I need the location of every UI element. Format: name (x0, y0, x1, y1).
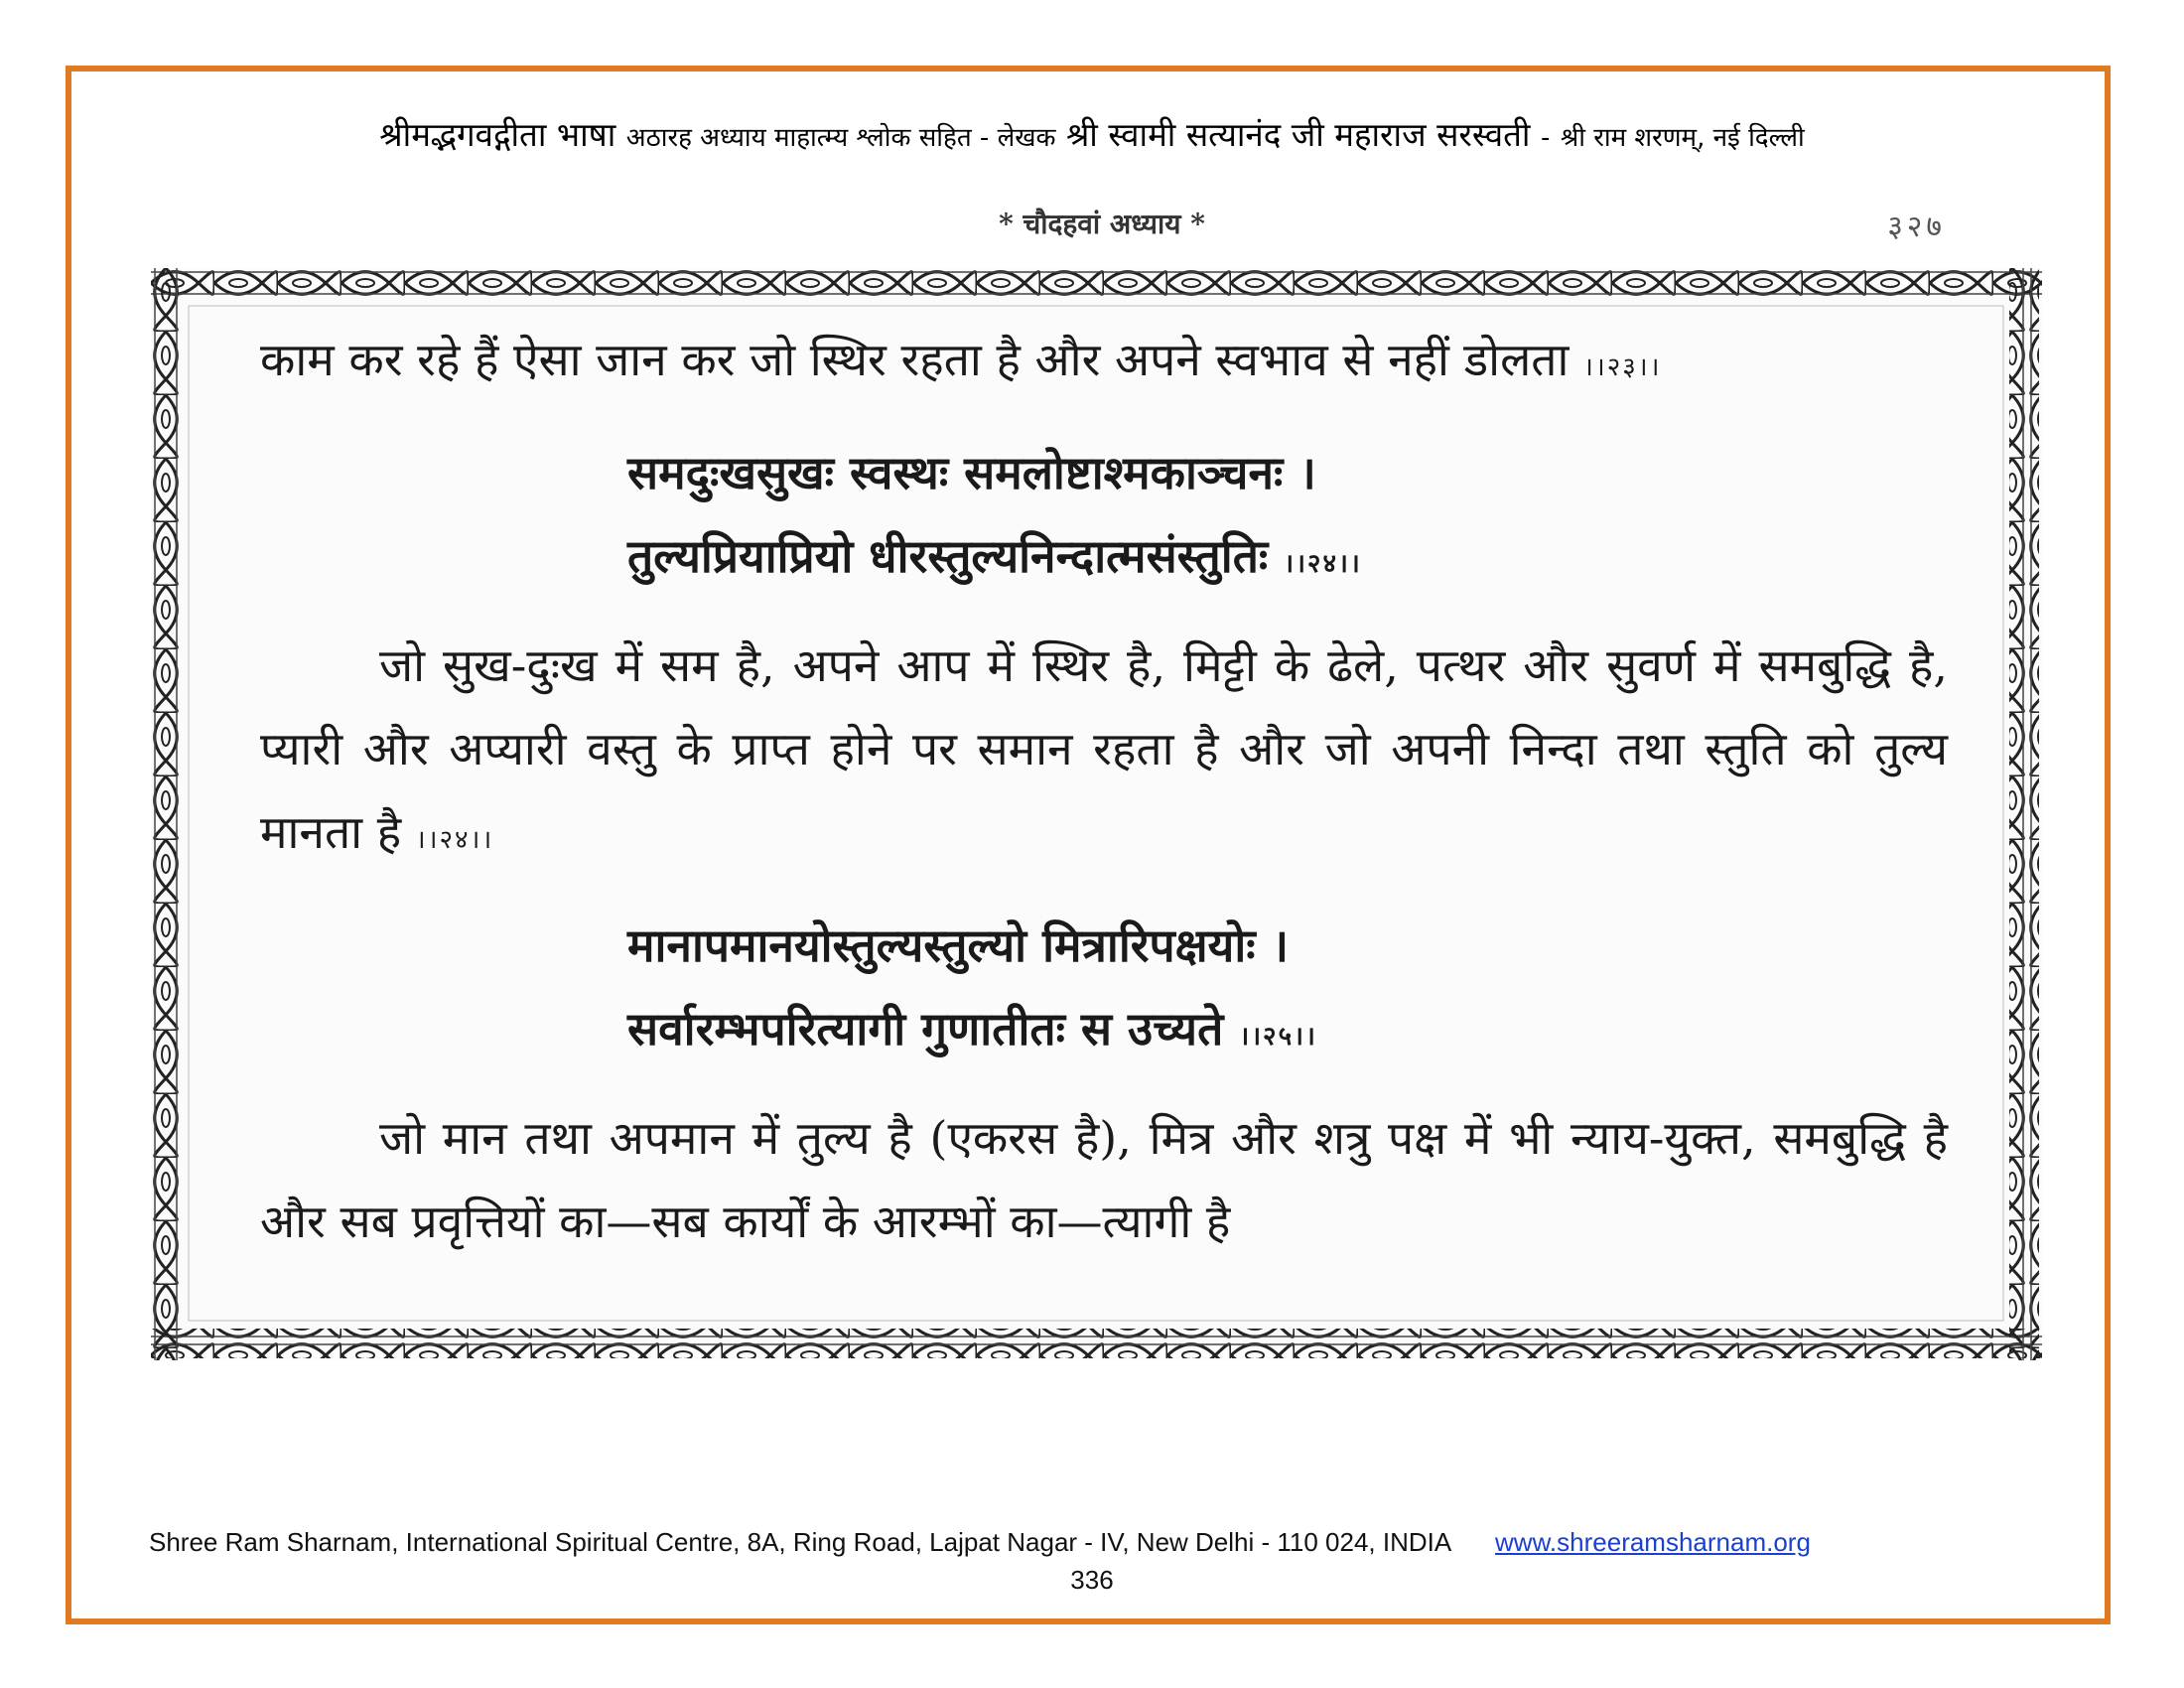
paragraph-text: काम कर रहे हैं ऐसा जान कर जो स्थिर रहता है और अपने स्वभाव से नहीं डोलता (260, 333, 1570, 386)
book-subtitle: अठारह अध्याय माहात्म्य श्लोक सहित - लेखक (625, 123, 1056, 153)
paragraph-text: जो सुख-दुःख में सम है, अपने आप में स्थिर है, मिट्टी के ढेले, पत्थर और सुवर्ण में समबुद्धि है, प्यारी और अप्यारी वस्तु के प्राप्त होने पर समान रहता है और जो अपनी निन्दा तथा स्तुति को तुल्य मानता है (260, 638, 1948, 859)
header-separator: - (1540, 123, 1551, 153)
sloka-line: तुल्यप्रियाप्रियो धीरस्तुल्यनिन्दात्मसंस्तुतिः (627, 529, 1269, 583)
verse-number: ।।२५।। (1239, 1022, 1317, 1052)
sloka-line: समदुःखसुखः स्वस्थः समलोष्टाश्मकाञ्चनः । (627, 446, 1316, 499)
scanned-text (260, 318, 1948, 1263)
chapter-heading: * चौदहवां अध्याय * (999, 208, 1205, 240)
paragraph-verse-25 (260, 1096, 1948, 1263)
scanned-page (151, 268, 2042, 1360)
book-title: श्रीमद्भगवद्गीता भाषा (379, 115, 616, 154)
verse-number: ।।२३।। (1583, 352, 1662, 382)
website-link[interactable]: www.shreeramsharnam.org (1495, 1527, 1811, 1557)
footer-page-number: 336 (1070, 1565, 1114, 1595)
sloka-25 (627, 904, 1948, 1078)
page-footer (149, 1527, 2035, 1558)
sloka-24 (627, 431, 1948, 606)
publisher-name: श्री राम शरणम्, नई दिल्ली (1560, 123, 1805, 153)
book-page-number: ३२७ (1887, 210, 1946, 244)
paragraph-verse-24 (260, 624, 1948, 882)
paragraph-text: जो मान तथा अपमान में तुल्य है (एकरस है), मित्र और शत्रु पक्ष में भी न्याय-युक्त, समबुद्धि है और सब प्रवृत्तियों का—सब कार्यों के आरम्भों का—त्यागी है (260, 1111, 1948, 1248)
footer-address: Shree Ram Sharnam, International Spiritual Centre, 8A, Ring Road, Lajpat Nagar - IV, New Delhi - 110 024, INDIA (149, 1527, 1450, 1557)
sloka-line: मानापमानयोस्तुल्यस्तुल्यो मित्रारिपक्षयोः । (627, 918, 1290, 972)
page-header (109, 111, 2075, 156)
verse-number: ।।२४।। (1284, 549, 1362, 579)
author-name: श्री स्वामी सत्यानंद जी महाराज सरस्वती (1065, 115, 1531, 154)
sloka-line: सर्वारम्भपरित्यागी गुणातीतः स उच्यते (627, 1002, 1224, 1055)
verse-number: ।।२४।। (415, 825, 494, 855)
paragraph-verse-23 (260, 318, 1948, 409)
